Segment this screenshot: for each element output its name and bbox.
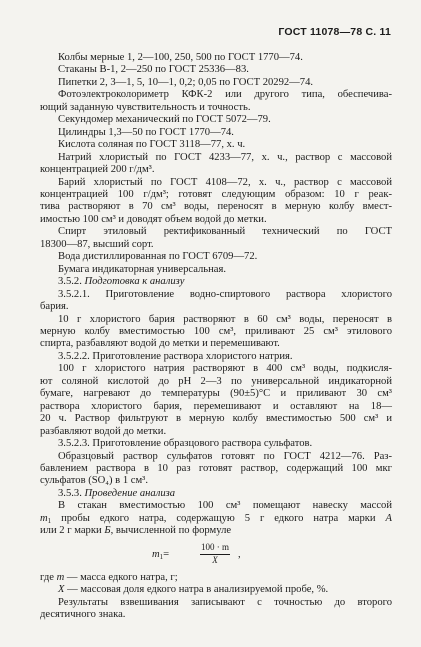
text-line: Бумага индикаторная универсальная.	[58, 263, 227, 275]
text-line: Секундомер механический по ГОСТ 5072—79.	[58, 114, 271, 126]
text-line: бария.	[40, 301, 69, 313]
text-line: Пипетки 2, 3—1, 5, 10—1, 0,2; 0,05 по ГОСТ 20292—74.	[58, 76, 314, 88]
text-line: Натрий хлористый по ГОСТ 4233—77, х. ч., раствор с массовой	[58, 151, 392, 163]
text-line: Стаканы В-1, 2—250 по ГОСТ 25336—83.	[58, 64, 249, 76]
text-line: Колбы мерные 1, 2—100, 250, 500 по ГОСТ 1770—74.	[58, 52, 303, 63]
text-line: мерную колбу вместимостью 100 см³, приливают 25 см³ этилового	[40, 325, 392, 337]
text-line: 20 ч. Раствор фильтруют в мерную колбу вместимостью 500 см³ и	[40, 413, 392, 425]
text-line: спирта, разбавляют водой до метки и перемешивают.	[40, 338, 280, 350]
text-line: разбавляют водой до метки.	[40, 425, 167, 437]
text-line: В стакан вместимостью 100 см³ помещают навеску массой	[58, 500, 392, 512]
text-line: 10 г хлористого бария растворяют в 60 см³ воды, переносят в	[58, 313, 392, 325]
text-line: Барий хлористый по ГОСТ 4108—72, х. ч., раствор с массовой	[58, 176, 392, 188]
text-line: где m — масса едкого натра, г;	[40, 571, 178, 583]
text-line: Фотоэлектроколориметр КФК-2 или другого типа, обеспечива-	[58, 89, 392, 101]
text-line: десятичного знака.	[40, 609, 126, 621]
text-line: Вода дистиллированная по ГОСТ 6709—72.	[58, 251, 258, 263]
formula-m1: $m_1=$ $\frac{100 \cdot m}{X}$ ,	[152, 541, 241, 565]
text-line: ющий заданную чувствительность и точность.	[40, 101, 251, 113]
text-line: Образцовый раствор сульфатов готовят по ГОСТ 4212—76. Раз-	[58, 450, 392, 462]
text-line: имостью 100 см³ и доводят объем водой до метки.	[40, 213, 267, 225]
text-line: 3.5.2.3. Приготовление образцового раствора сульфатов.	[58, 438, 313, 450]
text-line: 3.5.2.1. Приготовление водно-спиртового раствора хлористого	[58, 288, 392, 300]
text-line: бумаге, нагревают до температуры (90±5)°С и приливают 30 см³	[40, 388, 392, 400]
text-line: Цилиндры 1,3—50 по ГОСТ 1770—74.	[58, 126, 234, 138]
text-line: 18300—87, высший сорт.	[40, 238, 154, 250]
text-line: или 2 г марки Б, вычисленной по формуле	[40, 525, 232, 537]
text-line: ют соляной кислотой до pH 2—3 по универсальной индикаторной	[40, 375, 392, 387]
text-line: Спирт этиловый ректификованный технический по ГОСТ	[58, 226, 392, 238]
formula-fraction: $\frac{100 \cdot m}{X}$	[201, 541, 229, 565]
text-line: концентрацией 100 г/дм³; готовят следующим образом: 10 г реак-	[40, 188, 392, 200]
text-line: X — массовая доля едкого натра в анализируемой пробе, %.	[58, 584, 329, 596]
document-body	[40, 52, 392, 621]
text-line: концентрацией 200 г/дм³.	[40, 164, 155, 176]
text-line: тива растворяют в 70 см³ воды, переносят в мерную колбу вмест-	[40, 201, 392, 213]
text-line: Результаты взвешивания записывают с точностью до второго	[58, 596, 392, 608]
text-line: Кислота соляная по ГОСТ 3118—77, х. ч.	[58, 139, 246, 151]
text-line: 100 г хлористого натрия растворяют в 400 см³ воды, подкисля-	[58, 363, 392, 375]
text-line: 3.5.2.2. Приготовление раствора хлористого натрия.	[58, 350, 293, 362]
page-header: ГОСТ 11078—78 С. 11	[278, 26, 391, 38]
text-line: $m_1$ пробы едкого натра, содержащую 5 г едкого натра марки А	[40, 512, 392, 525]
text-line: сульфатов (SO₄) в 1 см³.	[40, 475, 149, 487]
section-heading-3-5-2: 3.5.2. Подготовка к анализу	[58, 276, 185, 288]
text-line: раствора хлористого бария, перемешивают и оставляют на 18—	[40, 400, 392, 412]
text-line: бавлением раствора в 10 раз готовят раствор, содержащий 100 мкг	[40, 462, 392, 474]
section-heading-3-5-3: 3.5.3. Проведение анализа	[58, 487, 176, 499]
